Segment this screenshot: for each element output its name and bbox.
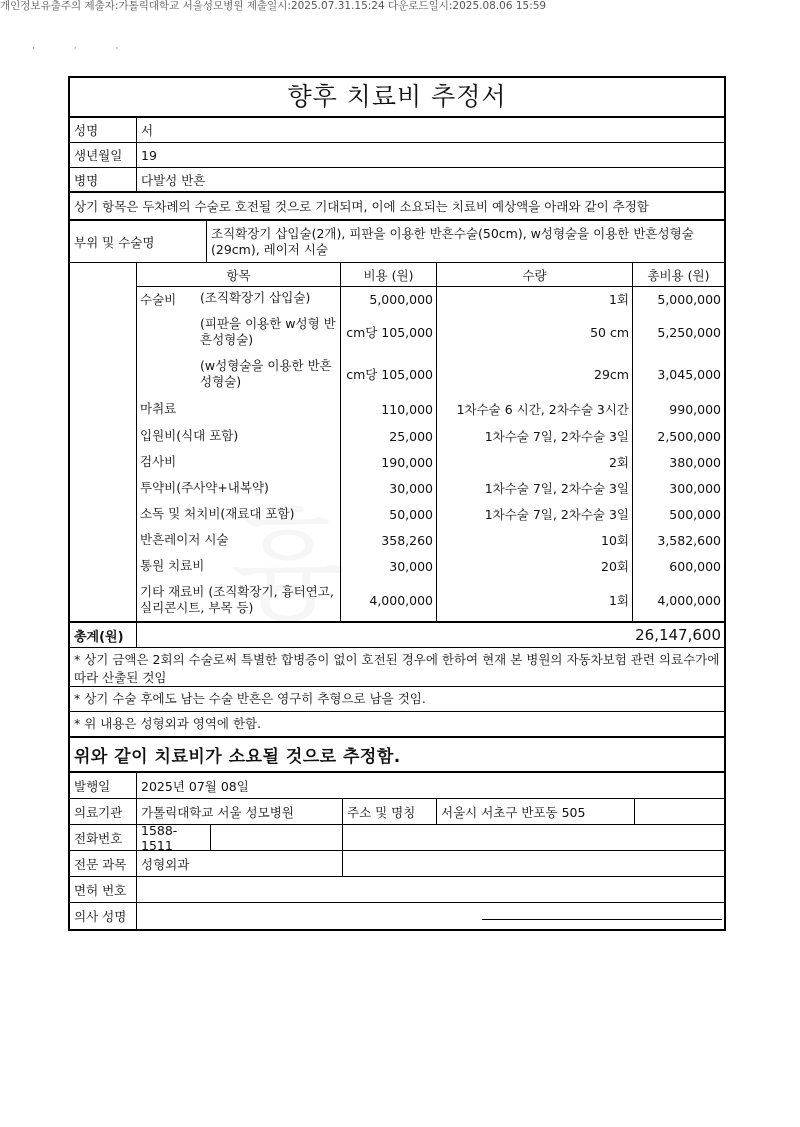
item-detail: (w성형술을 이용한 반흔성형술) — [200, 358, 332, 389]
item-quantity: 1차수술 6 시간, 2차수술 3시간 — [437, 395, 633, 423]
header-total: 총비용 (원) — [647, 267, 710, 283]
total-label: 총계(원) — [70, 623, 137, 647]
note-1: * 상기 금액은 2회의 수술로써 특별한 합병증이 없이 호전된 경우에 한하여 현재 본 병원의 자동차보험 관련 의료수가에 따라 산출된 것임 — [70, 648, 724, 687]
item-category — [140, 316, 200, 348]
institution-label: 의료기관 — [70, 799, 137, 824]
dob-label: 생년월일 — [70, 143, 137, 167]
table-row — [137, 579, 724, 621]
item-cell: 검사비 — [137, 449, 341, 475]
item-cost: cm당 105,000 — [341, 353, 437, 395]
item-cell: 입원비(식대 포함) — [137, 423, 341, 449]
license-label: 면허 번호 — [70, 877, 137, 902]
total-value: 26,147,600 — [635, 626, 721, 644]
treatment-estimate-form — [68, 76, 726, 931]
diagnosis-row — [70, 168, 724, 193]
diagnosis-label: 병명 — [70, 168, 137, 191]
dept-label: 전문 과목 — [70, 851, 137, 876]
item-cost: 50,000 — [341, 501, 437, 527]
header-cost: 비용 (원) — [341, 263, 437, 286]
item-cell: 반흔레이저 시술 — [137, 527, 341, 553]
item-cost: 110,000 — [341, 395, 437, 423]
table-row — [137, 395, 724, 423]
dept-extra — [343, 851, 724, 876]
item-quantity: 1차수술 7일, 2차수술 3일 — [437, 423, 633, 449]
item-quantity: 2회 — [437, 449, 633, 475]
item-cell: 기타 재료비 (조직확장기, 흉터연고, 실리콘시트, 부목 등) — [137, 579, 341, 621]
procedure-value: 조직확장기 삽입술(2개), 피판을 이용한 반흔수술(50cm), w성형술을 이용한 반흔성형술 (29cm), 레이저 시술 — [211, 225, 694, 257]
license-row — [70, 877, 724, 903]
item-total: 2,500,000 — [657, 428, 721, 444]
item-category: 수술비 — [140, 292, 177, 307]
item-quantity: 1회 — [437, 579, 633, 621]
item-quantity: 50 cm — [437, 311, 633, 353]
item-quantity: 20회 — [437, 553, 633, 579]
table-row — [137, 449, 724, 475]
doctor-value — [137, 903, 724, 929]
phone-row — [70, 825, 724, 851]
item-category — [140, 358, 200, 390]
table-row — [137, 475, 724, 501]
item-cell: 투약비(주사약+내복약) — [137, 475, 341, 501]
item-total: 600,000 — [669, 558, 721, 574]
table-row — [137, 423, 724, 449]
item-cell: 소독 및 처치비(재료대 포함) — [137, 501, 341, 527]
institution-value: 가톨릭대학교 서울 성모병원 — [137, 799, 343, 824]
procedure-label: 부위 및 수술명 — [70, 221, 207, 262]
address-label: 주소 및 명칭 — [343, 799, 437, 824]
license-value — [137, 877, 724, 902]
issue-date-label: 발행일 — [70, 773, 137, 798]
cost-table — [70, 263, 724, 623]
item-quantity: 10회 — [437, 527, 633, 553]
item-cost: 5,000,000 — [341, 287, 437, 311]
item-cost: 358,260 — [341, 527, 437, 553]
item-total: 380,000 — [669, 454, 721, 470]
item-total: 300,000 — [669, 480, 721, 496]
doctor-row — [70, 903, 724, 929]
procedure-row — [70, 221, 724, 263]
note-2: * 상기 수술 후에도 남는 수술 반흔은 영구히 추형으로 남을 것임. — [70, 687, 724, 712]
item-cost: 25,000 — [341, 423, 437, 449]
item-cell: 통원 치료비 — [137, 553, 341, 579]
dept-row — [70, 851, 724, 877]
table-row — [137, 553, 724, 579]
item-cost: 190,000 — [341, 449, 437, 475]
item-total: 3,582,600 — [657, 532, 721, 548]
item-cost: 30,000 — [341, 475, 437, 501]
phone-extra — [211, 825, 343, 850]
diagnosis-value: 다발성 반흔 — [141, 172, 206, 188]
item-total: 4,000,000 — [657, 592, 721, 608]
item-cell — [137, 287, 341, 311]
total-row — [70, 623, 724, 648]
phone-label: 전화번호 — [70, 825, 137, 850]
name-label: 성명 — [70, 118, 137, 142]
phone-value: 1588-1511 — [137, 825, 211, 850]
table-row — [137, 501, 724, 527]
table-row — [137, 527, 724, 553]
note-3: * 위 내용은 성형외과 영역에 한함. — [70, 712, 724, 738]
stamp-area — [343, 825, 724, 850]
item-total: 5,250,000 — [657, 324, 721, 340]
dept-value: 성형외과 — [137, 851, 343, 876]
item-total: 5,000,000 — [657, 291, 721, 307]
dob-value: 19 — [141, 147, 157, 163]
header-quantity: 수량 — [437, 263, 633, 286]
dob-row — [70, 143, 724, 168]
conclusion: 위와 같이 치료비가 소요될 것으로 추정함. — [70, 738, 724, 773]
name-row — [70, 118, 724, 143]
table-row — [137, 353, 724, 395]
cost-table-header — [137, 263, 724, 287]
scan-specks: · · · — [32, 44, 137, 54]
item-detail: (조직확장기 삽입술) — [200, 290, 311, 305]
item-quantity: 1회 — [437, 287, 633, 311]
address-value: 서울시 서초구 반포동 505 — [437, 799, 635, 824]
item-quantity: 1차수술 7일, 2차수술 3일 — [437, 501, 633, 527]
item-cell: 마취료 — [137, 395, 341, 423]
table-row — [137, 287, 724, 311]
signature-line — [482, 919, 722, 920]
cost-table-left-margin — [70, 263, 137, 621]
item-cell — [137, 353, 341, 395]
item-cell — [137, 311, 341, 353]
item-total: 990,000 — [669, 401, 721, 417]
item-cost: 4,000,000 — [341, 579, 437, 621]
item-quantity: 29cm — [437, 353, 633, 395]
statement-row — [70, 193, 724, 221]
item-total: 3,045,000 — [657, 366, 721, 382]
issue-date-value: 2025년 07월 08일 — [141, 778, 249, 794]
table-row — [137, 311, 724, 353]
name-value: 서 — [141, 123, 154, 138]
doctor-label: 의사 성명 — [70, 903, 137, 929]
item-total: 500,000 — [669, 506, 721, 522]
download-header: 개인정보유출주의 제출자:가톨릭대학교 서울성모병원 제출일시:2025.07.31.15:24 다운로드일시:2025.08.06 15:59 — [0, 0, 547, 12]
item-detail: (피판을 이용한 w성형 반흔성형술) — [200, 316, 336, 347]
issue-date-row — [70, 773, 724, 799]
form-title: 향후 치료비 추정서 — [70, 78, 724, 118]
statement-text: 상기 항목은 두차례의 수술로 호전될 것으로 기대되며, 이에 소요되는 치료비 예상액을 아래와 같이 추정함 — [74, 199, 649, 214]
item-quantity: 1차수술 7일, 2차수술 3일 — [437, 475, 633, 501]
item-cost: cm당 105,000 — [341, 311, 437, 353]
address-extra — [635, 799, 724, 824]
header-item: 항목 — [137, 263, 341, 286]
institution-row — [70, 799, 724, 825]
item-cost: 30,000 — [341, 553, 437, 579]
